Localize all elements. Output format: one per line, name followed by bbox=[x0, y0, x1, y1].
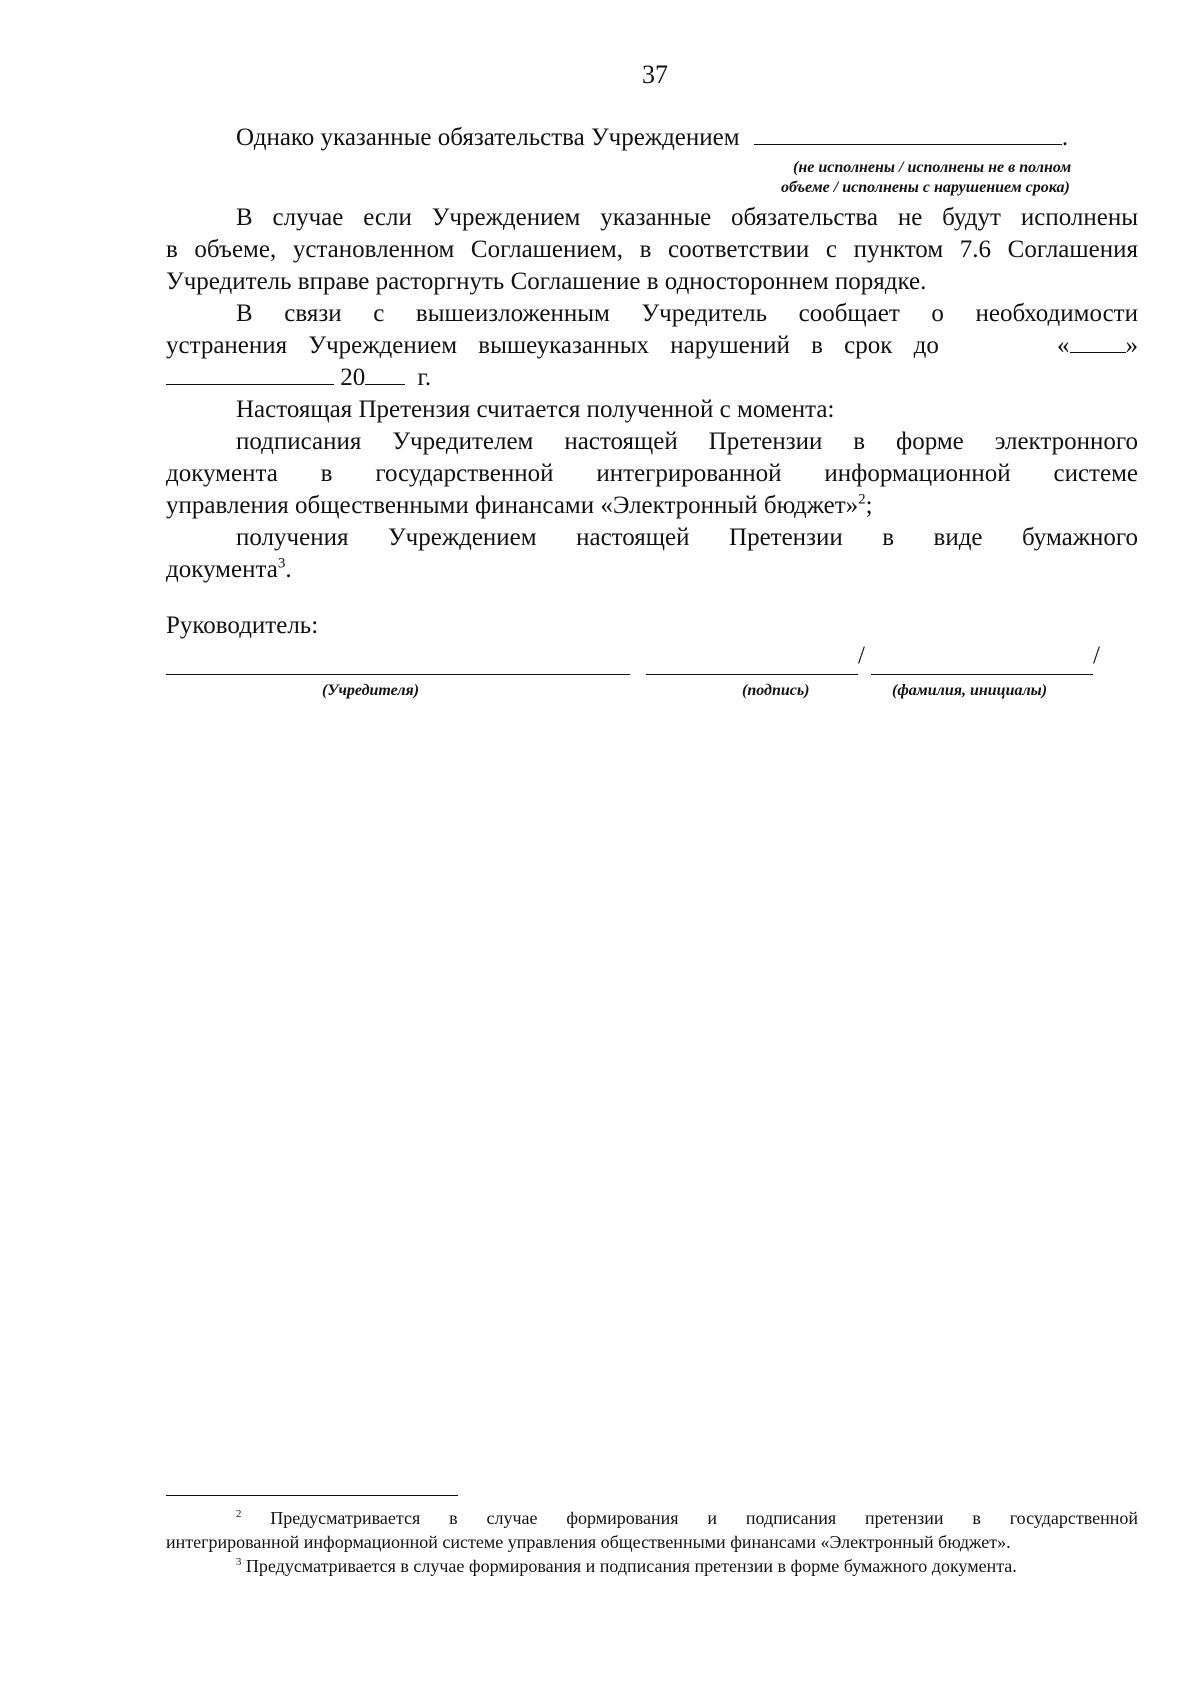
footnote-2-number: 2 bbox=[236, 1508, 242, 1520]
footnote-3 bbox=[236, 1554, 1138, 1578]
end-punctuation: . bbox=[1061, 124, 1069, 151]
day-blank-field[interactable] bbox=[1070, 330, 1126, 353]
footnote-ref-2[interactable]: 2 bbox=[858, 491, 866, 508]
footnote-ref-3[interactable]: 3 bbox=[277, 555, 286, 572]
paragraph-obligations bbox=[236, 122, 1138, 154]
caption-founder: (Учредителя) bbox=[322, 682, 420, 699]
paragraph-receipt-intro: Настоящая Претензия считается полученной с момента: bbox=[236, 396, 835, 423]
caption-name: (фамилия, инициалы) bbox=[892, 682, 1048, 699]
paragraph-deadline-line1: В связи с вышеизложенным Учредитель сообщает о необходимости bbox=[236, 300, 1138, 327]
paragraph-paper-line2: документа$^3$. bbox=[166, 555, 292, 583]
founder-blank-field[interactable] bbox=[166, 674, 630, 675]
electronic-line3-text: управления общественными финансами «Электронный бюджет» bbox=[166, 492, 859, 519]
footnote-2-line1 bbox=[236, 1506, 1138, 1530]
month-blank-field[interactable] bbox=[166, 362, 334, 385]
paragraph-termination-line3: Учредитель вправе расторгнуть Соглашение в одностороннем порядке. bbox=[166, 268, 927, 295]
status-hint-line2: объеме / исполнены с нарушением срока) bbox=[781, 179, 1070, 196]
status-blank-field[interactable] bbox=[754, 122, 1062, 145]
year-blank-field[interactable] bbox=[365, 362, 405, 385]
name-blank-field[interactable] bbox=[871, 674, 1093, 675]
year-prefix: 20 bbox=[340, 364, 366, 391]
footnote-2-line2: интегрированной информационной системе управления общественными финансами «Электронный бюджет». bbox=[166, 1532, 1011, 1552]
signature-blank-field[interactable] bbox=[646, 674, 858, 675]
obligations-text: Однако указанные обязательства Учреждением bbox=[236, 124, 740, 151]
paragraph-termination-line1: В случае если Учреждением указанные обязательства не будут исполнены bbox=[236, 204, 1138, 231]
paragraph-termination-line2: в объеме, установленном Соглашением, в соответствии с пунктом 7.6 Соглашения bbox=[166, 236, 1138, 263]
paper-line2-text: документа bbox=[166, 556, 278, 583]
caption-signature: (подпись) bbox=[742, 682, 810, 699]
footnote-3-text: Предусматривается в случае формирования и подписания претензии в форме бумажного документа. bbox=[245, 1556, 1017, 1576]
footnote-divider bbox=[166, 1495, 458, 1496]
paragraph-electronic-line3: управления общественными финансами «Электронный бюджет»$^2$; bbox=[166, 491, 873, 519]
paragraph-deadline-line3 bbox=[166, 362, 1138, 394]
year-suffix: г. bbox=[417, 364, 432, 391]
signature-heading: Руководитель: bbox=[166, 612, 319, 639]
signature-separator-2: / bbox=[1093, 642, 1100, 669]
footnote-2-text: Предусматривается в случае формирования и подписания претензии в государственной bbox=[270, 1508, 1138, 1528]
paragraph-paper-line1: получения Учреждением настоящей Претензии в виде бумажного bbox=[236, 524, 1138, 551]
status-hint-line1: (не исполнены / исполнены не в полном bbox=[793, 159, 1072, 176]
paragraph-electronic-line1: подписания Учредителем настоящей Претензии в форме электронного bbox=[236, 428, 1138, 455]
deadline-day: « » bbox=[1057, 332, 1138, 359]
footnote-3-number: 3 bbox=[236, 1556, 242, 1568]
paragraph-electronic-line2: документа в государственной интегрированной информационной системе bbox=[166, 460, 1138, 487]
deadline-text: устранения Учреждением вышеуказанных нарушений в срок до bbox=[166, 332, 939, 359]
signature-separator-1: / bbox=[858, 642, 865, 669]
paragraph-deadline-line2 bbox=[166, 330, 1138, 362]
page-number: 37 bbox=[642, 60, 668, 89]
